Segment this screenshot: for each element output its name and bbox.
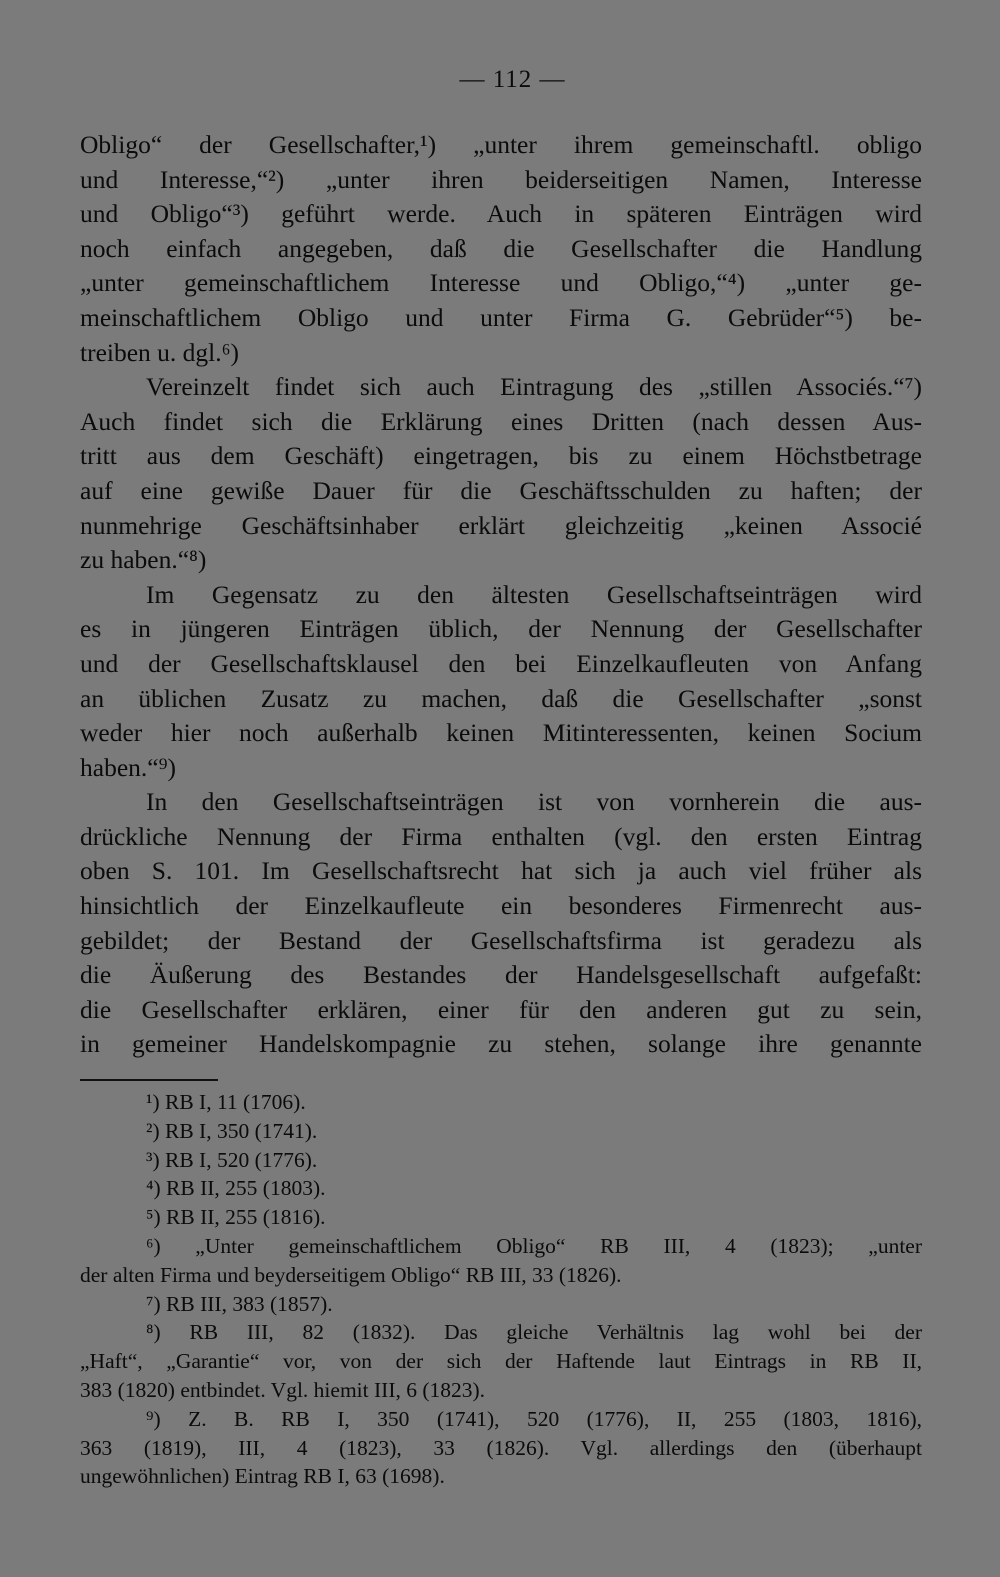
footnotes	[80, 1088, 922, 1491]
body-line: In den Gesellschaftseinträgen ist von vornherein die aus-	[146, 787, 922, 817]
body-line: weder hier noch außerhalb keinen Mitinteressenten, keinen Socium	[80, 718, 922, 748]
body-line: in gemeiner Handelskompagnie zu stehen, solange ihre genannte	[80, 1029, 922, 1059]
body-line: die Gesellschafter erklären, einer für den anderen gut zu sein,	[80, 994, 922, 1024]
footnote-line: der alten Firma und beyderseitigem Obligo“ RB III, 33 (1826).	[80, 1262, 622, 1287]
footnote-line: ungewöhnlichen) Eintrag RB I, 63 (1698).	[80, 1464, 445, 1489]
body-line: Vereinzelt findet sich auch Eintragung des „stillen Associés.“⁷)	[146, 372, 922, 402]
footnote-line: ⁵) RB II, 255 (1816).	[146, 1205, 326, 1230]
footnote-line: ⁷) RB III, 383 (1857).	[146, 1291, 333, 1316]
body-line: Obligo“ der Gesellschafter,¹) „unter ihrem gemeinschaftl. obligo	[80, 130, 922, 159]
body-line: Auch findet sich die Erklärung eines Dritten (nach dessen Aus-	[80, 406, 922, 436]
body-line: treiben u. dgl.⁶)	[80, 337, 240, 367]
footnote-line: ⁴) RB II, 255 (1803).	[146, 1176, 326, 1201]
body-line: die Äußerung des Bestandes der Handelsgesellschaft aufgefaßt:	[80, 960, 922, 990]
body-text	[80, 128, 922, 1062]
body-line: haben.“⁹)	[80, 752, 176, 782]
footnote-line: ²) RB I, 350 (1741).	[146, 1118, 318, 1143]
footnote-line: ⁶) „Unter gemeinschaftlichem Obligo“ RB III, 4 (1823); „unter	[146, 1233, 922, 1258]
footnote-line: 383 (1820) entbindet. Vgl. hiemit III, 6 (1823).	[80, 1377, 486, 1402]
body-line: zu haben.“⁸)	[80, 545, 207, 575]
footnote-line: ³) RB I, 520 (1776).	[146, 1147, 318, 1172]
body-line: hinsichtlich der Einzelkaufleute ein besonderes Firmenrecht aus-	[80, 891, 922, 921]
page-number: — 112 —	[459, 66, 566, 93]
body-line: an üblichen Zusatz zu machen, daß die Gesellschafter „sonst	[80, 683, 922, 713]
body-line: meinschaftlichem Obligo und unter Firma G. Gebrüder“⁵) be-	[80, 302, 922, 332]
body-line: nunmehrige Geschäftsinhaber erklärt gleichzeitig „keinen Associé	[80, 510, 922, 540]
body-line: „unter gemeinschaftlichem Interesse und Obligo,“⁴) „unter ge-	[80, 268, 922, 298]
body-line: Im Gegensatz zu den ältesten Gesellschaftseinträgen wird	[146, 579, 922, 609]
body-line: tritt aus dem Geschäft) eingetragen, bis zu einem Höchstbetrage	[80, 441, 922, 471]
footnote-line: ⁹) Z. B. RB I, 350 (1741), 520 (1776), II, 255 (1803, 1816),	[146, 1406, 922, 1431]
footnote-line: ¹) RB I, 11 (1706).	[146, 1090, 306, 1114]
body-line: es in jüngeren Einträgen üblich, der Nennung der Gesellschafter	[80, 614, 922, 644]
body-line: und Interesse,“²) „unter ihren beiderseitigen Namen, Interesse	[80, 164, 922, 194]
footnote-line: „Haft“, „Garantie“ vor, von der sich der Haftende laut Eintrags in RB II,	[80, 1349, 922, 1374]
body-line: oben S. 101. Im Gesellschaftsrecht hat sich ja auch viel früher als	[80, 856, 922, 886]
body-line: noch einfach angegeben, daß die Gesellschafter die Handlung	[80, 233, 922, 263]
body-line: gebildet; der Bestand der Gesellschaftsfirma ist geradezu als	[80, 925, 922, 955]
body-line: und der Gesellschaftsklausel den bei Einzelkaufleuten von Anfang	[80, 648, 922, 678]
body-line: und Obligo“³) geführt werde. Auch in späteren Einträgen wird	[80, 199, 922, 229]
footnote-line: 363 (1819), III, 4 (1823), 33 (1826). Vgl. allerdings den (überhaupt	[80, 1435, 922, 1460]
footnote-line: ⁸) RB III, 82 (1832). Das gleiche Verhältnis lag wohl bei der	[146, 1320, 922, 1345]
body-line: auf eine gewiße Dauer für die Geschäftsschulden zu haften; der	[80, 475, 922, 505]
footnote-separator	[80, 1079, 218, 1081]
body-line: drückliche Nennung der Firma enthalten (vgl. den ersten Eintrag	[80, 821, 922, 851]
